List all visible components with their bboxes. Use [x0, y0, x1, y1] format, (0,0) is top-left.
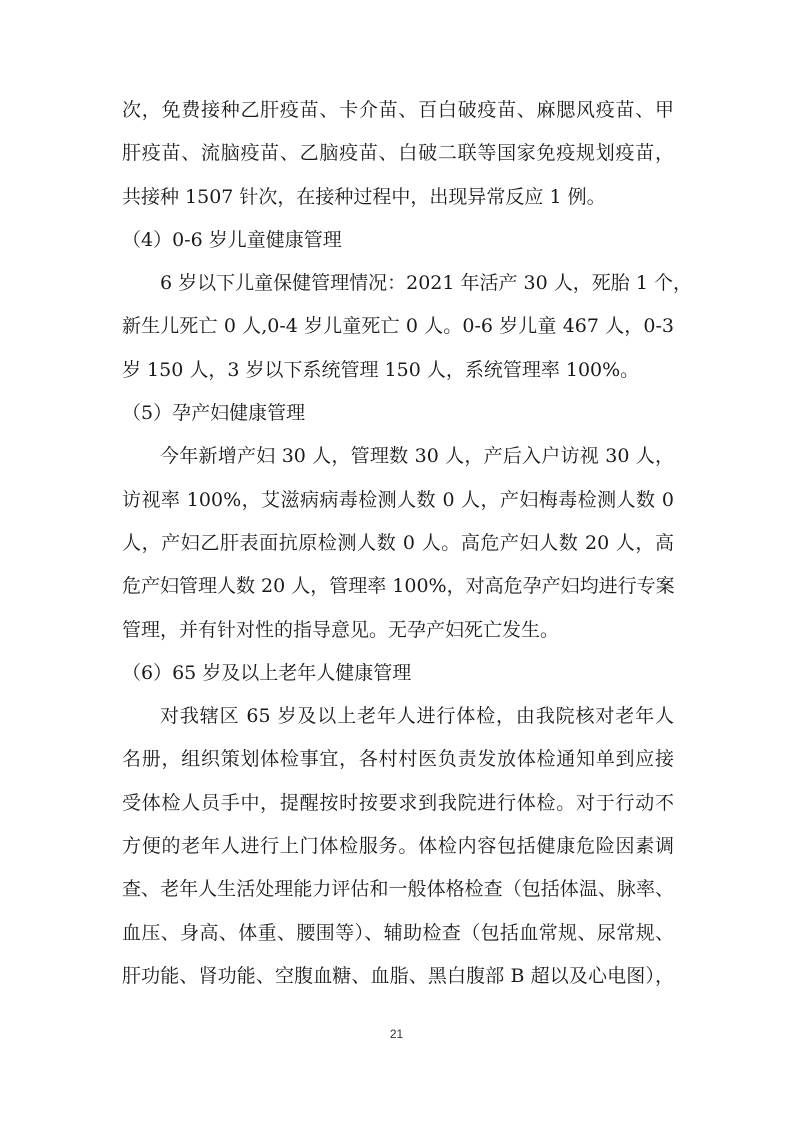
paragraph-line: 危产妇管理人数 20 人，管理率 100%，对高危孕产妇均进行专案 [122, 575, 675, 598]
paragraph-line: 次，免费接种乙肝疫苗、卡介苗、百白破疫苗、麻腮风疫苗、甲 [122, 99, 674, 121]
paragraph-line: 查、老年人生活处理能力评估和一般体格检查（包括体温、脉率、 [122, 878, 674, 901]
document-body [122, 98, 692, 1007]
paragraph-line: 血压、身高、体重、腰围等）、辅助检查（包括血常规、尿常规、 [122, 921, 674, 944]
paragraph-line: 管理，并有针对性的指导意见。无孕产妇死亡发生。 [122, 618, 560, 641]
paragraph-line: 受体检人员手中，提醒按时按要求到我院进行体检。对于行动不 [122, 791, 674, 814]
paragraph-line: 新生儿死亡 0 人,0-4 岁儿童死亡 0 人。0-6 岁儿童 467 人，0-3 [122, 315, 674, 338]
paragraph-line: 人，产妇乙肝表面抗原检测人数 0 人。高危产妇人数 20 人，高 [122, 531, 674, 554]
paragraph-line: 肝功能、肾功能、空腹血糖、血脂、黑白腹部 B 超以及心电图）， [122, 964, 674, 987]
paragraph-line: 方便的老年人进行上门体检服务。体检内容包括健康危险因素调 [122, 835, 674, 858]
page-number: 21 [389, 1027, 404, 1041]
paragraph-line: 肝疫苗、流脑疫苗、乙脑疫苗、白破二联等国家免疫规划疫苗， [122, 142, 674, 165]
paragraph-line: 共接种 1507 针次，在接种过程中，出现异常反应 1 例。 [122, 185, 606, 208]
paragraph-line: 名册，组织策划体检事宜，各村村医负责发放体检通知单到应接 [122, 748, 674, 771]
section-heading: （5）孕产妇健康管理 [122, 402, 306, 425]
paragraph-line: 岁 150 人，3 岁以下系统管理 150 人，系统管理率 100%。 [122, 358, 640, 381]
paragraph-line: 今年新增产妇 30 人，管理数 30 人，产后入户访视 30 人， [160, 445, 674, 468]
paragraph-line: 6 岁以下儿童保健管理情况：2021 年活产 30 人，死胎 1 个， [160, 272, 692, 295]
paragraph-line: 访视率 100%，艾滋病病毒检测人数 0 人，产妇梅毒检测人数 0 [122, 488, 674, 511]
paragraph-line: 对我辖区 65 岁及以上老年人进行体检，由我院核对老年人 [160, 705, 674, 728]
section-heading: （4）0-6 岁儿童健康管理 [122, 228, 342, 251]
section-heading: （6）65 岁及以上老年人健康管理 [122, 661, 412, 684]
